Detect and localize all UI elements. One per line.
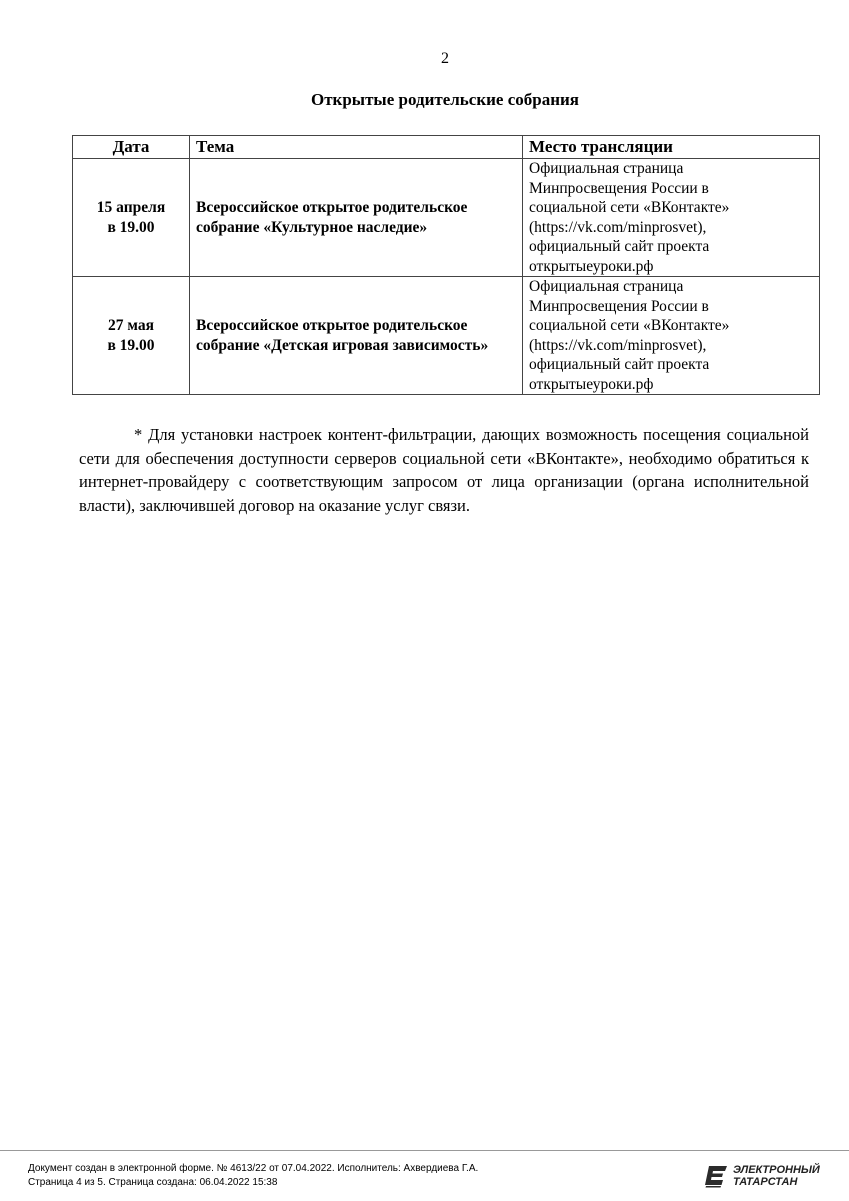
date-cell xyxy=(73,277,190,395)
page-footer xyxy=(0,1150,849,1201)
place-line: Официальная страница xyxy=(529,160,684,177)
logo-mark-icon xyxy=(703,1164,729,1188)
footnote: * Для установки настроек контент-фильтрации, дающих возможность посещения социальной сети для обеспечения доступности серверов социальной сети «ВКонтакте», необходимо обратиться к интернет-провайдеру с соответствующим запросом от лица организации (органа исполнительной власти), заключившей договор на оказание услуг связи. xyxy=(79,425,809,515)
place-line: (https://vk.com/minprosvet), xyxy=(529,336,707,354)
place-cell xyxy=(523,159,820,277)
topic-cell: Всероссийское открытое родительское собрание «Культурное наследие» xyxy=(190,159,523,277)
place-cell xyxy=(523,277,820,395)
logo-text xyxy=(733,1164,820,1188)
date-cell xyxy=(73,159,190,277)
footer-text xyxy=(28,1162,478,1190)
header-date: Дата xyxy=(73,136,190,159)
place-line: социальной сети «ВКонтакте» xyxy=(529,199,730,216)
electronic-tatarstan-logo xyxy=(703,1163,819,1191)
date-day: 27 мая xyxy=(108,317,154,334)
date-time: в 19.00 xyxy=(107,336,155,354)
footer-page-info: Страница 4 из 5. Страница создана: 06.04.2022 15:38 xyxy=(28,1177,278,1188)
header-place: Место трансляции xyxy=(523,136,820,159)
place-line: социальной сети «ВКонтакте» xyxy=(529,317,730,334)
place-line: официальный сайт проекта xyxy=(529,238,710,255)
place-line: Минпросвещения России в xyxy=(529,179,709,197)
date-day: 15 апреля xyxy=(96,199,166,216)
meetings-table xyxy=(72,135,820,395)
table-row xyxy=(73,277,820,395)
header-topic: Тема xyxy=(190,136,523,159)
place-line: открытыеуроки.рф xyxy=(529,257,654,275)
page-number: 2 xyxy=(441,50,449,67)
logo-line: ЭЛЕКТРОННЫЙ xyxy=(733,1164,820,1176)
place-line: (https://vk.com/minprosvet), xyxy=(529,218,707,236)
place-line: Минпросвещения России в xyxy=(529,297,709,315)
table-header-row xyxy=(73,136,820,159)
place-line: официальный сайт проекта xyxy=(529,356,710,373)
document-title: Открытые родительские собрания xyxy=(310,90,579,109)
place-line: открытыеуроки.рф xyxy=(529,375,654,393)
date-time: в 19.00 xyxy=(107,218,155,236)
footer-document-info: Документ создан в электронной форме. № 4613/22 от 07.04.2022. Исполнитель: Ахвердиева Г.А. xyxy=(28,1163,479,1174)
logo-line: ТАТАРСТАН xyxy=(733,1176,798,1188)
topic-cell: Всероссийское открытое родительское собрание «Детская игровая зависимость» xyxy=(190,277,523,395)
place-line: Официальная страница xyxy=(529,278,684,295)
table-row xyxy=(73,159,820,277)
